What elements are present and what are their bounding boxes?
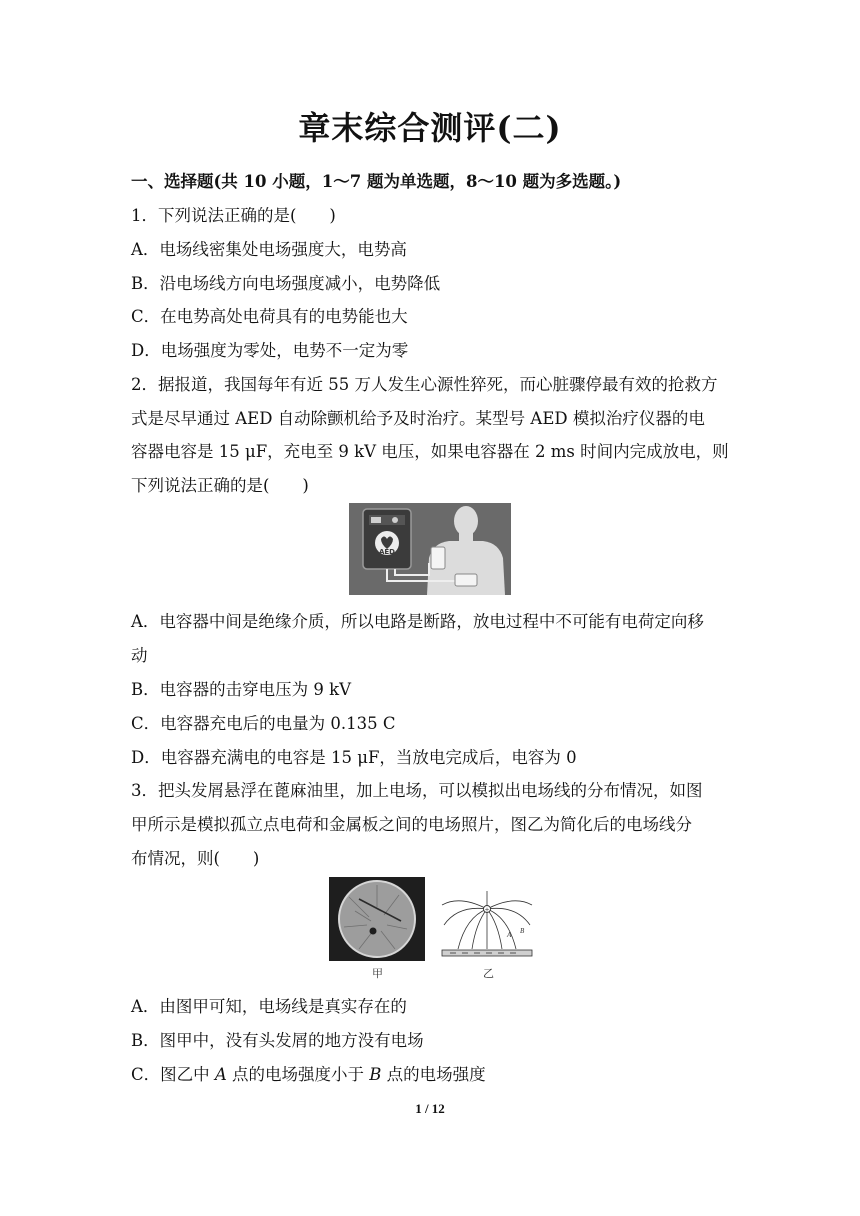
q1-option-b: B．沿电场线方向电场强度减小，电势降低 [131,274,441,293]
q2-stem-line3: 容器电容是 15 μF，充电至 9 kV 电压，如果电容器在 2 ms 时间内完成放电，则 [131,442,729,461]
q3-option-c-post: 点的电场强度 [381,1065,486,1084]
svg-text:+: + [484,906,490,914]
aed-device [363,509,411,569]
q1-option-d: D．电场强度为零处，电势不一定为零 [131,341,409,360]
aed-figure [349,503,511,595]
label-a: A [507,931,512,939]
q2-stem-line2: 式是尽早通过 AED 自动除颤机给予及时治疗。某型号 AED 模拟治疗仪器的电 [131,409,705,428]
q3-option-c-point-b: B [369,1065,382,1084]
q2-option-b: B．电容器的击穿电压为 9 kV [131,680,352,699]
section-heading: 一、选择题(共 10 小题，1～7 题为单选题，8～10 题为多选题。) [131,172,622,191]
q1-option-a: A．电场线密集处电场强度大，电势高 [131,240,407,259]
figure-caption-yi: 乙 [483,967,494,980]
q2-option-a-line2: 动 [131,646,148,665]
electrode-pad [431,547,445,569]
q2-option-c: C．电容器充电后的电量为 0.135 C [131,714,396,733]
q3-option-b: B．图甲中，没有头发屑的地方没有电场 [131,1031,424,1050]
q2-option-a-line1: A．电容器中间是绝缘介质，所以电路是断路，放电过程中不可能有电荷定向移 [131,612,704,631]
q2-option-d: D．电容器充满电的电容是 15 μF，当放电完成后，电容为 0 [131,748,577,767]
q2-stem-line1: 2．据报道，我国每年有近 55 万人发生心源性猝死，而心脏骤停最有效的抢救方 [131,375,718,394]
q3-option-c-pre: C．图乙中 [131,1065,215,1084]
label-b: B [520,927,525,935]
page-number: 1 / 12 [415,1101,445,1116]
q3-stem-line1: 3．把头发屑悬浮在蓖麻油里，加上电场，可以模拟出电场线的分布情况，如图 [131,781,703,800]
q3-option-c-mid: 点的电场强度小于 [226,1065,370,1084]
document-title: 章末综合测评(二) [298,109,562,147]
q1-option-c: C．在电势高处电荷具有的电势能也大 [131,307,408,326]
q3-option-c-point-a: A [214,1065,227,1084]
field-lines-diagram [440,887,534,961]
electrode-pad [455,574,477,586]
figure-caption-jia: 甲 [372,967,383,980]
aed-label: AED [378,548,396,556]
q3-option-a: A．由图甲可知，电场线是真实存在的 [131,997,407,1016]
hair-shavings-photo [329,877,425,961]
q3-stem-line2: 甲所示是模拟孤立点电荷和金属板之间的电场照片，图乙为简化后的电场线分 [131,815,692,834]
q2-stem-line4: 下列说法正确的是( ) [131,476,309,495]
q3-stem-line3: 布情况，则( ) [131,849,260,868]
q3-option-c [131,1061,486,1085]
q1-stem: 1．下列说法正确的是( ) [131,206,336,225]
